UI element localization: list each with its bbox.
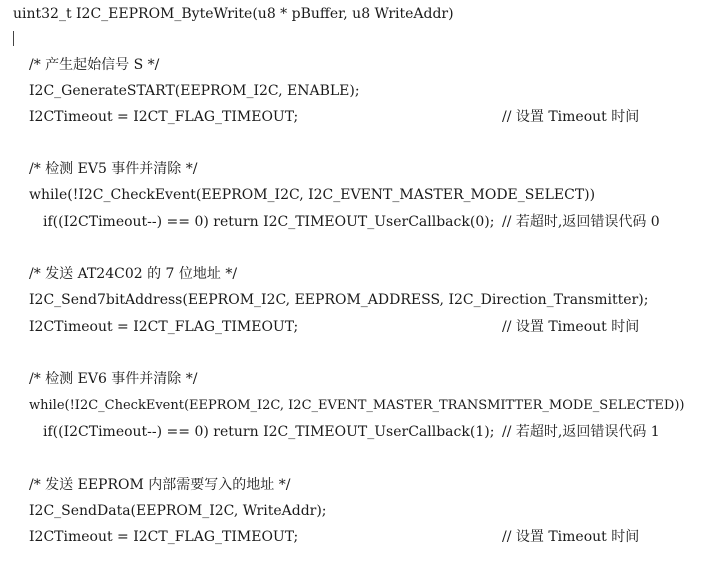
inline-comment-timeout-1: // 设置 Timeout 时间 <box>502 109 640 125</box>
comment-send-eeprom-addr: /* 发送 EEPROM 内部需要写入的地址 */ <box>29 477 291 493</box>
comment-ev5: /* 检测 EV5 事件并清除 */ <box>29 161 198 177</box>
code-line-senddata: I2C_SendData(EEPROM_I2C, WriteAddr); <box>29 503 327 519</box>
code-line-while-ev6: while(!I2C_CheckEvent(EEPROM_I2C, I2C_EVENT_MASTER_TRANSMITTER_MODE_SELECTED)) <box>29 398 685 413</box>
open-brace <box>13 31 14 46</box>
comment-ev6: /* 检测 EV6 事件并清除 */ <box>29 371 198 387</box>
inline-comment-timeout-3: // 设置 Timeout 时间 <box>502 529 640 545</box>
code-line-if-timeout-0: if((I2CTimeout--) == 0) return I2C_TIMEOUT_UserCallback(0); <box>43 214 495 230</box>
code-line-timeout-1: I2CTimeout = I2CT_FLAG_TIMEOUT; <box>29 109 299 125</box>
code-line-send7bit: I2C_Send7bitAddress(EEPROM_I2C, EEPROM_ADDRESS, I2C_Direction_Transmitter); <box>29 292 649 308</box>
inline-comment-error-1: // 若超时,返回错误代码 1 <box>502 424 660 440</box>
code-line-generate-start: I2C_GenerateSTART(EEPROM_I2C, ENABLE); <box>29 83 360 99</box>
code-line-timeout-2: I2CTimeout = I2CT_FLAG_TIMEOUT; <box>29 319 299 335</box>
code-line-if-timeout-1: if((I2CTimeout--) == 0) return I2C_TIMEOUT_UserCallback(1); <box>43 424 495 440</box>
code-line-timeout-3: I2CTimeout = I2CT_FLAG_TIMEOUT; <box>29 529 299 545</box>
function-signature: uint32_t I2C_EEPROM_ByteWrite(u8 * pBuffer, u8 WriteAddr) <box>13 6 454 22</box>
comment-start-signal: /* 产生起始信号 S */ <box>29 57 160 73</box>
inline-comment-timeout-2: // 设置 Timeout 时间 <box>502 319 640 335</box>
inline-comment-error-0: // 若超时,返回错误代码 0 <box>502 214 660 230</box>
code-line-while-ev5: while(!I2C_CheckEvent(EEPROM_I2C, I2C_EVENT_MASTER_MODE_SELECT)) <box>29 187 596 203</box>
comment-send-address: /* 发送 AT24C02 的 7 位地址 */ <box>29 266 238 282</box>
